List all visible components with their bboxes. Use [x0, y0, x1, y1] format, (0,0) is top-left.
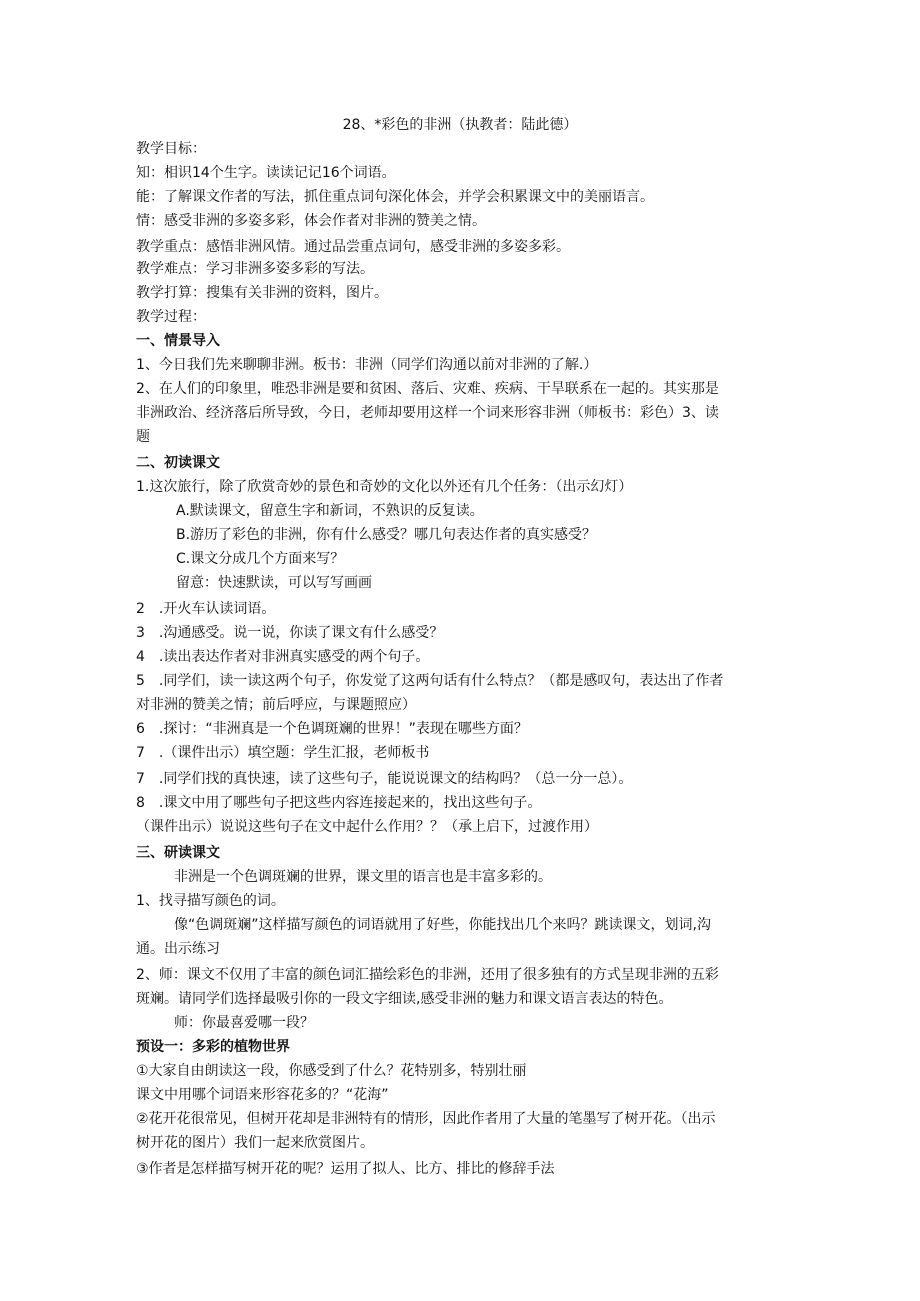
document-title: 28、*彩色的非洲（执教者：陆此德） — [342, 117, 578, 133]
text-line: 对非洲的赞美之情；前后呼应，与课题照应） — [136, 697, 416, 713]
section-heading: 三、研读课文 — [136, 845, 220, 861]
section-heading: 一、情景导入 — [136, 333, 220, 349]
text-line: 课文中用哪个词语来形容花多的？“花海” — [136, 1087, 389, 1103]
text-line: 教学打算：搜集有关非洲的资料，图片。 — [136, 285, 388, 301]
text-line: 斑斓。请同学们选择最吸引你的一段文字细读,感受非洲的魅力和课文语言表达的特色。 — [136, 991, 673, 1007]
text-line: 师：你最喜爱哪一段？ — [174, 1015, 314, 1031]
text-line: 像“色调斑斓”这样描写颜色的词语就用了好些，你能找出几个来吗？跳读课文，划词,沟 — [174, 917, 711, 933]
text-line: C.课文分成几个方面来写？ — [176, 551, 345, 567]
text-line: 教学重点：感悟非洲风情。通过品尝重点词句，感受非洲的多姿多彩。 — [136, 239, 570, 255]
text-line: B.游历了彩色的非洲，你有什么感受？哪几句表达作者的真实感受？ — [176, 527, 597, 543]
text-line: 1、找寻描写颜色的词。 — [136, 893, 285, 909]
text-line: 6 .探讨：“非洲真是一个色调斑斓的世界！”表现在哪些方面？ — [136, 721, 528, 737]
text-line: 题 — [136, 429, 150, 445]
section-heading: 二、初读课文 — [136, 455, 220, 471]
text-line: 5 .同学们，读一读这两个句子，你发觉了这两句话有什么特点？（都是感叹句，表达出了作者 — [136, 673, 724, 689]
text-line: 1.这次旅行，除了欣赏奇妙的景色和奇妙的文化以外还有几个任务：（出示幻灯） — [136, 479, 633, 495]
text-line: 1、今日我们先来聊聊非洲。板书：非洲（同学们沟通以前对非洲的了解.） — [136, 357, 598, 373]
text-line: 7 .同学们找的真快速，读了这些句子，能说说课文的结构吗？（总一分一总）。 — [136, 771, 633, 787]
text-line: 7 .（课件出示）填空题：学生汇报，老师板书 — [136, 745, 430, 761]
text-line: 非洲政治、经济落后所导致，今日，老师却要用这样一个词来形容非洲（师板书：彩色）3、读 — [136, 405, 719, 421]
text-line: 4 .读出表达作者对非洲真实感受的两个句子。 — [136, 649, 430, 665]
text-line: 非洲是一个色调斑斓的世界，课文里的语言也是丰富多彩的。 — [174, 869, 552, 885]
text-line: 教学目标： — [136, 141, 206, 157]
text-line: 2 .开火车认读词语。 — [136, 601, 276, 617]
text-line: 3 .沟通感受。说一说，你读了课文有什么感受？ — [136, 625, 444, 641]
text-line: 知：相识14个生字。读读记记16个词语。 — [136, 165, 396, 181]
text-line: 能：了解课文作者的写法，抓住重点词句深化体会，并学会积累课文中的美丽语言。 — [136, 189, 654, 205]
text-line: A.默读课文，留意生字和新词，不熟识的反复读。 — [176, 503, 484, 519]
text-line: 8 .课文中用了哪些句子把这些内容连接起来的，找出这些句子。 — [136, 795, 542, 811]
text-line: ③作者是怎样描写树开花的呢？运用了拟人、比方、排比的修辞手法 — [136, 1161, 555, 1177]
text-line: ①大家自由朗读这一段，你感受到了什么？花特别多，特别壮丽 — [136, 1063, 527, 1079]
text-line: ②花开花很常见，但树开花却是非洲特有的情形，因此作者用了大量的笔墨写了树开花。（出示 — [136, 1111, 716, 1127]
text-line: 树开花的图片）我们一起来欣赏图片。 — [136, 1135, 374, 1151]
text-line: 情：感受非洲的多姿多彩，体会作者对非洲的赞美之情。 — [136, 213, 486, 229]
text-line: （课件出示）说说这些句子在文中起什么作用？？（承上启下，过渡作用） — [136, 819, 598, 835]
section-heading: 预设一：多彩的植物世界 — [136, 1039, 290, 1055]
text-line: 通。出示练习 — [136, 941, 220, 957]
text-line: 2、师：课文不仅用了丰富的颜色词汇描绘彩色的非洲，还用了很多独有的方式呈现非洲的五彩 — [136, 967, 719, 983]
text-line: 教学过程： — [136, 309, 206, 325]
text-line: 教学难点：学习非洲多姿多彩的写法。 — [136, 261, 374, 277]
text-line: 留意：快速默读，可以写写画画 — [176, 575, 372, 591]
text-line: 2、在人们的印象里，唯恐非洲是要和贫困、落后、灾难、疾病、干旱联系在一起的。其实那是 — [136, 381, 719, 397]
